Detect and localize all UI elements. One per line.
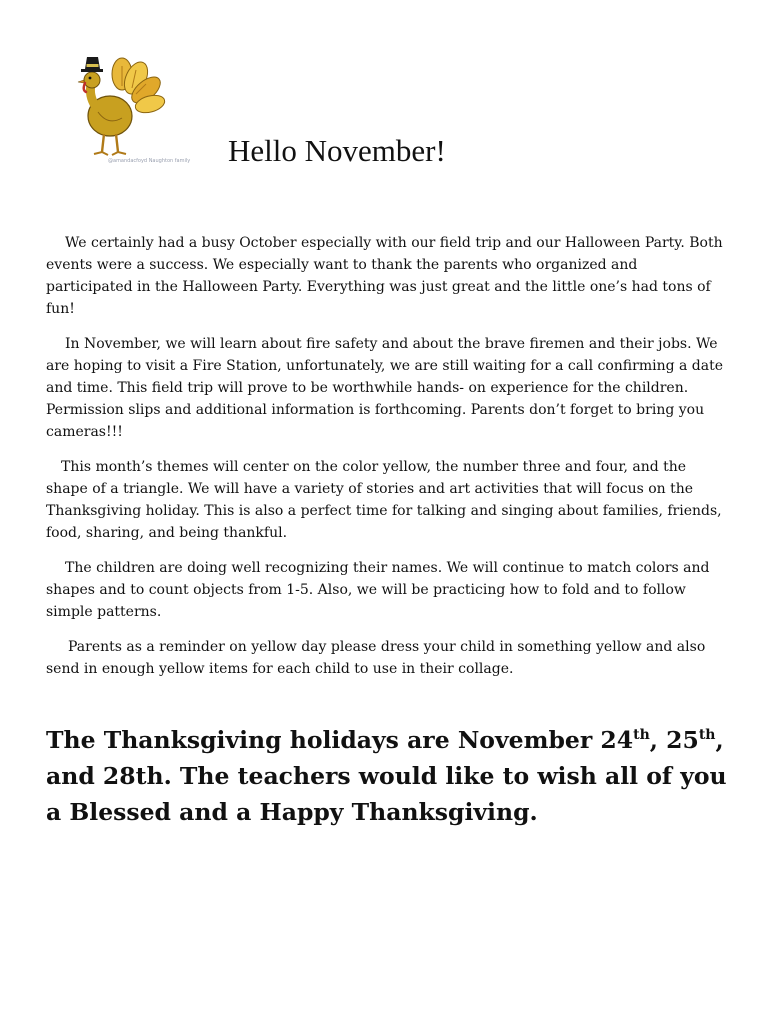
paragraph-themes: This month’s themes will center on the color yellow, the number three and four, and the shape of a triangle. We will have a variety of stories and art activities that will focus on the Thanksgiving holiday. This is also a perfect time for talking and singing about families, friends, food, sharing, and being thankful. [46,459,722,541]
turkey-clipart [64,52,191,170]
paragraph-yellow-day: Parents as a reminder on yellow day please dress your child in something yellow and also send in enough yellow items for each child to use in their collage. [46,639,706,677]
closing-text-3: , and 28th. The teachers would like to wish all of you a Blessed and a Happy Thanksgiving. [46,726,727,826]
closing-text-2: , 25 [649,726,699,754]
closing-sup-2: th [698,727,716,743]
newsletter-body [46,232,728,693]
turkey-pilgrim-hat-icon [64,52,174,170]
paragraph-skills: The children are doing well recognizing their names. We will continue to match colors and shapes and to count objects from 1-5. Also, we will be practicing how to fold and to follow simple patterns. [46,560,710,620]
page-title: Hello November! [228,133,446,168]
closing-sup-1: th [633,727,650,743]
paragraph-fire-safety: In November, we will learn about fire safety and about the brave firemen and their jobs. We are hoping to visit a Fire Station, unfortunately, we are still waiting for a call confirming a date and time. This field trip will prove to be worthwhile hands- on experience for the children. Permission slips and additional information is forthcoming. Parents don’t forget to bring you cameras!!! [46,336,724,440]
thanksgiving-closing [46,722,736,830]
pilgrim-hat [81,57,103,72]
paragraph-october: We certainly had a busy October especially with our field trip and our Halloween Party. Both events were a success. We especially want to thank the parents who organized and participated in the Halloween Party. Everything was just great and the little one’s had tons of fun! [46,235,723,317]
clipart-caption: @amandacfoyd Naughton family [108,158,191,164]
turkey-head [84,72,100,88]
closing-text-1: The Thanksgiving holidays are November 24 [46,726,634,754]
